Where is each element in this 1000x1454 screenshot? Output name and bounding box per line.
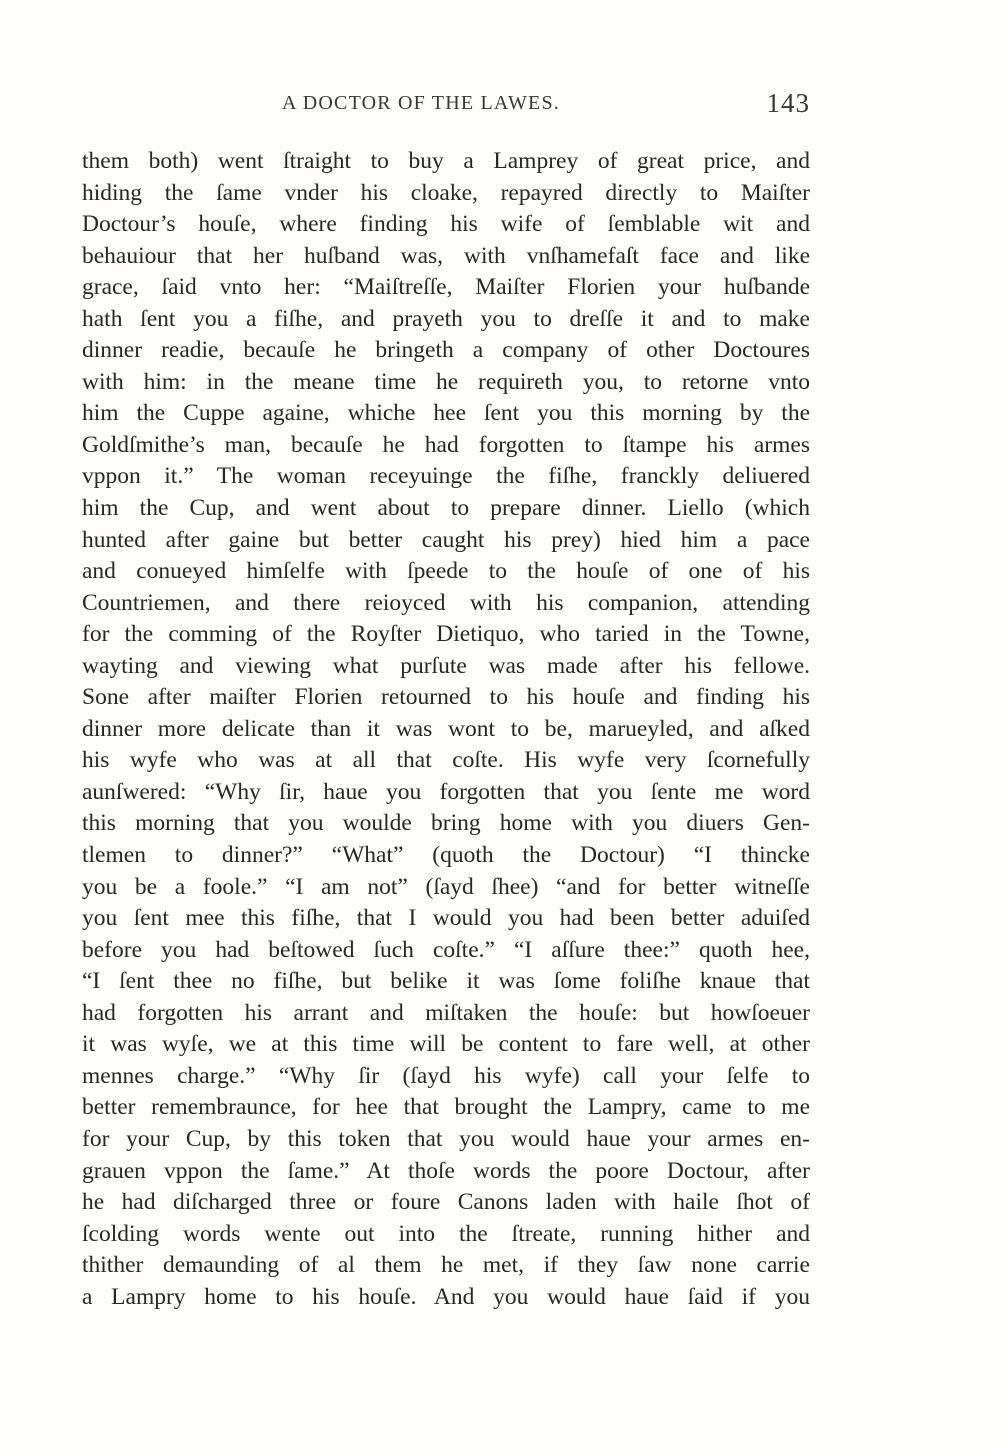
body-text <box>82 146 810 1313</box>
text-line: aunſwered: “Why ſir, haue you forgotten that you ſente me word <box>82 778 810 805</box>
running-title: A DOCTOR OF THE LAWES. <box>282 92 560 114</box>
text-line: it was wyſe, we at this time will be content to fare well, at other <box>82 1031 810 1058</box>
text-line: hath ſent you a fiſhe, and prayeth you to dreſſe it and to make <box>82 305 810 332</box>
text-line: mennes charge.” “Why ſir (ſayd his wyfe) call your ſelfe to <box>82 1062 810 1089</box>
text-line: them both) went ſtraight to buy a Lamprey of great price, and <box>82 148 810 174</box>
text-line: you be a foole.” “I am not” (ſayd ſhee) “and for better witneſſe <box>82 873 810 900</box>
text-line: and conueyed himſelfe with ſpeede to the houſe of one of his <box>82 558 810 585</box>
text-line: this morning that you woulde bring home with you diuers Gen- <box>82 810 810 837</box>
text-line: behauiour that her huſband was, with vnſhamefaſt face and like <box>82 242 810 269</box>
text-line: tlemen to dinner?” “What” (quoth the Doctour) “I thincke <box>82 842 810 869</box>
page-number: 143 <box>766 88 810 118</box>
text-line: dinner more delicate than it was wont to be, marueyled, and aſked <box>82 715 810 742</box>
text-line: better remembraunce, for hee that brought the Lampry, came to me <box>82 1094 810 1121</box>
text-line: for your Cup, by this token that you would haue your armes en- <box>82 1125 810 1152</box>
text-line: you ſent mee this fiſhe, that I would you had been better aduiſed <box>82 905 810 932</box>
text-line: had forgotten his arrant and miſtaken the houſe: but howſoeuer <box>82 999 810 1026</box>
text-line: before you had beſtowed ſuch coſte.” “I aſſure thee:” quoth hee, <box>82 936 810 963</box>
text-line: he had diſcharged three or foure Canons laden with haile ſhot of <box>82 1189 810 1216</box>
text-line: dinner readie, becauſe he bringeth a company of other Doctoures <box>82 337 810 364</box>
text-line: him the Cuppe againe, whiche hee ſent you this morning by the <box>82 400 810 427</box>
text-line: with him: in the meane time he requireth you, to retorne vnto <box>82 368 810 395</box>
text-line: Goldſmithe’s man, becauſe he had forgotten to ſtampe his armes <box>82 431 810 458</box>
text-line: grace, ſaid vnto her: “Maiſtreſſe, Maiſter Florien your huſbande <box>82 274 810 301</box>
text-line: hiding the ſame vnder his cloake, repayred directly to Maiſter <box>82 179 810 206</box>
text-line: grauen vppon the ſame.” At thoſe words the poore Doctour, after <box>82 1157 810 1184</box>
text-line: wayting and viewing what purſute was made after his fellowe. <box>82 652 810 679</box>
text-line: “I ſent thee no fiſhe, but belike it was ſome foliſhe knaue that <box>82 968 810 995</box>
text-line: for the comming of the Royſter Dietiquo, who taried in the Towne, <box>82 621 810 648</box>
text-line: his wyfe who was at all that coſte. His wyfe very ſcornefully <box>82 747 810 774</box>
text-line: Sone after maiſter Florien retourned to his houſe and finding his <box>82 684 810 711</box>
text-line: Doctour’s houſe, where finding his wife of ſemblable wit and <box>82 211 810 238</box>
running-head <box>82 88 810 128</box>
text-line: ſcolding words wente out into the ſtreate, running hither and <box>82 1220 810 1247</box>
text-line: hunted after gaine but better caught his prey) hied him a pace <box>82 526 810 553</box>
text-line: Countriemen, and there reioyced with his companion, attending <box>82 589 810 616</box>
text-line: thither demaunding of al them he met, if they ſaw none carrie <box>82 1252 810 1279</box>
text-line: him the Cup, and went about to prepare dinner. Liello (which <box>82 495 810 522</box>
text-line: a Lampry home to his houſe. And you would haue ſaid if you <box>82 1283 810 1310</box>
text-line: vppon it.” The woman receyuinge the fiſhe, franckly deliuered <box>82 463 810 490</box>
